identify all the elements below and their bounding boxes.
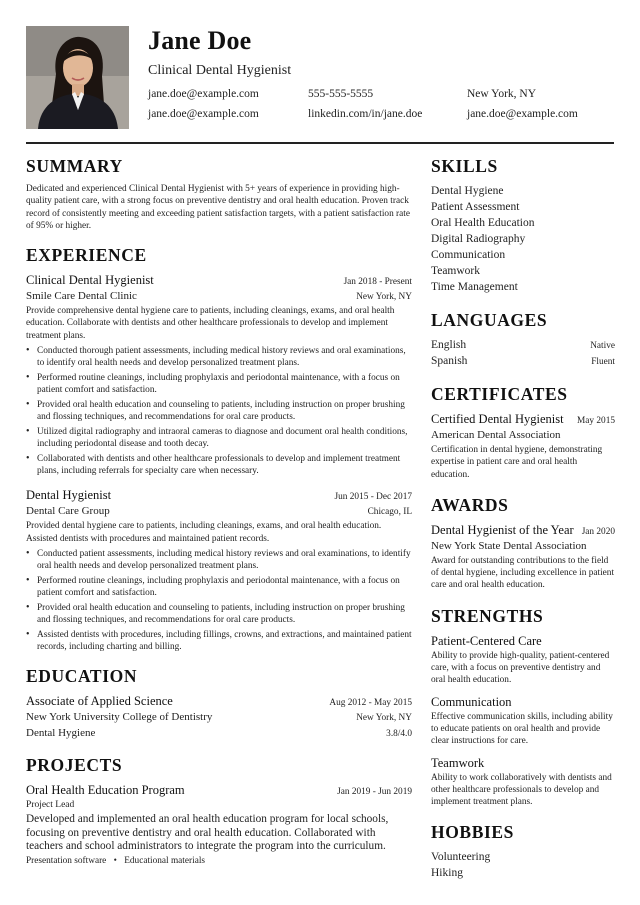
header-divider (26, 142, 614, 144)
job-bullet: • Assisted dentists with procedures, including fillings, crowns, and extractions, and maintained patient records, including charting and billing. (26, 629, 412, 653)
section-heading-education: EDUCATION (26, 666, 138, 687)
strength-title: Communication (431, 694, 512, 709)
job-company: Smile Care Dental Clinic (26, 290, 137, 303)
section-heading-strengths: STRENGTHS (431, 605, 544, 626)
project-tag: Educational materials (124, 856, 206, 867)
contact-phone[interactable]: 555-555-5555 (308, 88, 374, 100)
award-title: Dental Hygienist of the Year (431, 522, 574, 537)
skills-section (431, 155, 615, 295)
job-entry (26, 487, 412, 653)
education-field: Dental Hygiene (26, 727, 96, 740)
skill-item: Oral Health Education (431, 217, 535, 229)
job-date: Jan 2018 - Present (343, 277, 412, 288)
skill-item: Time Management (431, 281, 518, 293)
strength-item (431, 633, 615, 687)
contact-email[interactable]: jane.doe@example.com (148, 88, 259, 100)
strength-description: Ability to provide high-quality, patient-centered care, with a focus on preventive dentistry and oral health education. (431, 650, 610, 686)
project-name: Oral Health Education Program (26, 783, 185, 798)
project-tags (26, 855, 412, 867)
education-school: New York University College of Dentistry (26, 711, 213, 724)
strengths-section (431, 605, 615, 809)
strength-item (431, 694, 615, 748)
job-title: Dental Hygienist (26, 488, 112, 503)
project-role: Project Lead (26, 800, 75, 811)
section-heading-summary: SUMMARY (26, 156, 123, 176)
job-bullets (26, 548, 412, 653)
job-date: Jun 2015 - Dec 2017 (334, 492, 412, 503)
section-heading-awards: AWARDS (431, 494, 509, 515)
job-bullet: • Conducted thorough patient assessments, including medical history reviews and oral examinations, to identify oral health needs and develop personalized treatment plans. (26, 345, 412, 369)
skill-item: Dental Hygiene (431, 185, 504, 197)
skill-item: Patient Assessment (431, 201, 520, 213)
education-degree: Associate of Applied Science (26, 694, 173, 709)
job-bullets (26, 345, 412, 477)
candidate-title: Clinical Dental Hygienist (148, 63, 292, 78)
job-bullet: • Collaborated with dentists and other healthcare professionals to develop and implement treatment plans, including referrals for specialty care when necessary. (26, 453, 412, 477)
education-section (26, 665, 412, 741)
certificate-title: Certified Dental Hygienist (431, 412, 564, 426)
job-company: Dental Care Group (26, 505, 110, 518)
job-bullet: • Provided oral health education and counseling to patients, including instruction on proper brushing and flossing techniques, and recommendations for oral care products. (26, 399, 412, 423)
job-location: New York, NY (356, 292, 412, 303)
contact-email-secondary[interactable]: jane.doe@example.com (148, 108, 259, 120)
main-column (26, 155, 412, 867)
strength-item (431, 755, 615, 809)
language-level: Fluent (591, 357, 615, 367)
sidebar-column (431, 155, 615, 881)
contact-location: New York, NY (467, 88, 537, 100)
job-bullet: • Performed routine cleanings, including prophylaxis and periodontal maintenance, with a focus on patient comfort and satisfaction. (26, 575, 412, 599)
skill-item: Communication (431, 249, 506, 261)
summary-section (26, 155, 412, 232)
certificate-description: Certification in dental hygiene, demonstrating expertise in patient care and oral health education. (431, 445, 603, 480)
section-heading-projects: PROJECTS (26, 755, 123, 776)
hobbies-section (431, 821, 615, 881)
job-bullet: • Provided oral health education and counseling to patients, including instruction on proper brushing and flossing techniques, and recommendations for oral care products. (26, 602, 412, 626)
job-location: Chicago, IL (367, 507, 412, 518)
job-entry (26, 272, 412, 477)
section-heading-hobbies: HOBBIES (431, 822, 514, 843)
language-name: Spanish (431, 355, 468, 367)
job-bullet: • Utilized digital radiography and intraoral cameras to diagnose and document oral health conditions, including periodontal disease and tooth decay. (26, 426, 412, 450)
job-bullet: • Performed routine cleanings, including prophylaxis and periodontal maintenance, with a focus on patient comfort and satisfaction. (26, 372, 412, 396)
job-description: Provide comprehensive dental hygiene care to patients, including cleanings, exams, and oral health education. Collaborate with dentists and other healthcare professionals to develop and implement treatment plans. (26, 306, 395, 341)
project-date: Jan 2019 - Jun 2019 (337, 787, 412, 798)
section-heading-experience: EXPERIENCE (26, 245, 147, 266)
certificates-section (431, 383, 615, 481)
certificate-date: May 2015 (577, 416, 615, 426)
award-description: Award for outstanding contributions to the field of dental hygiene, including excellence in patient care and oral health education. (431, 555, 615, 591)
tag-separator: • (113, 856, 117, 867)
certificate-issuer: American Dental Association (431, 429, 561, 441)
project-description: Developed and implemented an oral health education program for local schools, focusing on preventive dentistry and oral health education. Collaborated with teachers and school administrators to integrate the program into the curriculum. (26, 813, 389, 852)
award-date: Jan 2020 (581, 526, 615, 537)
language-name: English (431, 339, 467, 351)
contact-linkedin[interactable]: linkedin.com/in/jane.doe (308, 108, 423, 120)
hobby-item: Volunteering (431, 851, 491, 864)
job-bullet: • Conducted patient assessments, including medical history reviews and oral examinations, to identify oral health needs and develop personalized treatment plans. (26, 548, 412, 572)
project-tag: Presentation software (26, 856, 107, 867)
languages-section (431, 309, 615, 369)
education-gpa: 3.8/4.0 (386, 729, 412, 740)
hobby-item: Hiking (431, 867, 463, 880)
job-title: Clinical Dental Hygienist (26, 273, 154, 288)
language-level: Native (590, 341, 615, 351)
experience-section (26, 244, 412, 653)
strength-description: Effective communication skills, including ability to educate patients on oral health and provide clear instructions for care. (431, 711, 613, 747)
strength-title: Teamwork (431, 755, 485, 770)
awards-section (431, 494, 615, 592)
candidate-name: Jane Doe (148, 26, 252, 55)
strength-title: Patient-Centered Care (431, 633, 542, 648)
award-issuer: New York State Dental Association (431, 539, 587, 552)
section-heading-skills: SKILLS (431, 156, 498, 176)
section-heading-languages: LANGUAGES (431, 310, 548, 330)
resume-header (26, 26, 616, 130)
section-heading-certificates: CERTIFICATES (431, 384, 568, 404)
education-location: New York, NY (356, 713, 412, 724)
profile-photo (26, 26, 129, 129)
job-description: Provided dental hygiene care to patients, including cleanings, exams, and oral health education. Assisted dentists with procedures and maintained patient records. (26, 521, 382, 544)
projects-section (26, 754, 412, 867)
summary-text: Dedicated and experienced Clinical Dental Hygienist with 5+ years of experience in providing high-quality patient care, with a strong focus on preventive dentistry and oral health education. Proven track record of consistently meeting and exceeding patient satisfaction targets, with a patient satisfaction rate of 95% or higher. (26, 184, 410, 231)
contact-email-tertiary[interactable]: jane.doe@example.com (467, 108, 578, 120)
skill-item: Teamwork (431, 265, 481, 277)
education-date: Aug 2012 - May 2015 (329, 698, 412, 709)
skill-item: Digital Radiography (431, 233, 526, 245)
strength-description: Ability to work collaboratively with dentists and other healthcare professionals to develop and implement treatment plans. (431, 772, 612, 808)
